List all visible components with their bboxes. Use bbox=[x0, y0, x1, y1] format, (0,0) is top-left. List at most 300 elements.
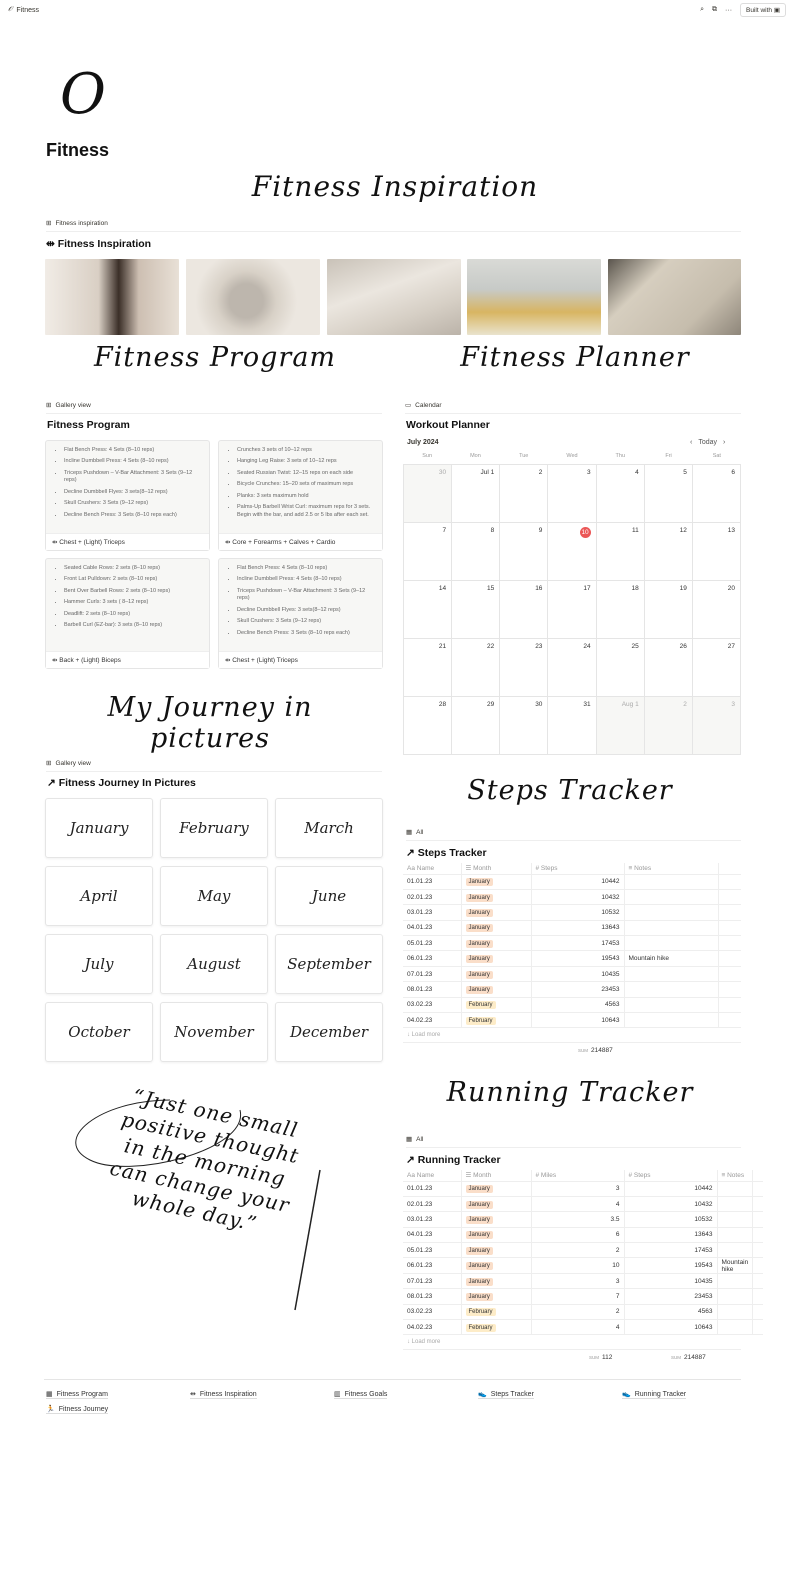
exercise-list bbox=[46, 441, 209, 533]
exercise-item: • Flat Bench Press: 4 Sets (8–10 reps) bbox=[237, 565, 374, 572]
cell-month[interactable] bbox=[461, 1273, 531, 1288]
calendar-day[interactable]: 11 bbox=[597, 523, 645, 581]
cell-steps[interactable]: 10532 bbox=[624, 1212, 717, 1227]
cell-miles[interactable]: 3 bbox=[531, 1273, 624, 1288]
inspiration-image-sneakers[interactable] bbox=[327, 259, 461, 335]
cell-steps[interactable]: 19543 bbox=[624, 1258, 717, 1273]
running-view-tab[interactable] bbox=[406, 1135, 741, 1148]
calendar-day[interactable]: 30 bbox=[404, 465, 452, 523]
calendar-day[interactable]: 21 bbox=[404, 639, 452, 697]
load-more-button[interactable]: ↓ Load more bbox=[403, 1028, 741, 1043]
month-card[interactable]: December bbox=[275, 1002, 383, 1062]
cell-name[interactable]: 03.02.23 bbox=[403, 1304, 461, 1319]
calendar-day[interactable]: 25 bbox=[597, 639, 645, 697]
calendar-day[interactable]: 15 bbox=[452, 581, 500, 639]
month-tag: January bbox=[466, 1278, 493, 1286]
card-title bbox=[219, 651, 382, 668]
cell-month[interactable] bbox=[461, 1289, 531, 1304]
exercise-list bbox=[219, 441, 382, 533]
view-label: Gallery view bbox=[55, 759, 91, 767]
table-row[interactable] bbox=[403, 1273, 763, 1288]
cell-month[interactable] bbox=[461, 1258, 531, 1273]
footer-link[interactable] bbox=[46, 1405, 108, 1414]
cell-miles[interactable]: 2 bbox=[531, 1243, 624, 1258]
cell-month[interactable] bbox=[461, 997, 531, 1012]
cell-notes[interactable] bbox=[717, 1227, 753, 1242]
column-header[interactable]: ≡ Notes bbox=[624, 863, 718, 874]
dumbbell-icon: ⇹ bbox=[225, 657, 233, 664]
cell-miles[interactable]: 2 bbox=[531, 1304, 624, 1319]
extra-cell bbox=[753, 1320, 763, 1335]
calendar-day[interactable]: 13 bbox=[693, 523, 741, 581]
calendar-day[interactable]: 26 bbox=[645, 639, 693, 697]
cell-month[interactable] bbox=[461, 1243, 531, 1258]
calendar-day[interactable]: 3 bbox=[693, 697, 741, 755]
table-row[interactable] bbox=[403, 966, 741, 981]
card-title-text: Back + (Light) Biceps bbox=[59, 657, 121, 664]
weekday-label: Tue bbox=[519, 453, 529, 459]
program-card[interactable] bbox=[45, 558, 210, 669]
cell-month[interactable] bbox=[461, 1181, 531, 1196]
month-tag: January bbox=[466, 1231, 493, 1239]
footer-link[interactable] bbox=[334, 1390, 387, 1399]
calendar-day[interactable]: 20 bbox=[693, 581, 741, 639]
arrow-icon: ↗ bbox=[47, 777, 59, 789]
cell-name[interactable]: 02.01.23 bbox=[403, 889, 461, 904]
exercise-item: • Triceps Pushdown – V-Bar Attachment: 3 Sets (9–12 reps) bbox=[237, 588, 374, 603]
table-icon: ▦ bbox=[406, 829, 413, 836]
cell-month[interactable] bbox=[461, 936, 531, 951]
column-header[interactable]: ☰ Month bbox=[461, 863, 531, 874]
calendar-month: July 2024 bbox=[407, 439, 439, 446]
dumbbell-icon: ⇹ bbox=[46, 238, 58, 250]
calendar-day[interactable]: 28 bbox=[404, 697, 452, 755]
cell-month[interactable] bbox=[461, 1320, 531, 1335]
inspiration-title bbox=[46, 238, 151, 250]
cell-name[interactable]: 04.02.23 bbox=[403, 1320, 461, 1335]
inspiration-image-sweatpants[interactable] bbox=[608, 259, 741, 335]
month-tag: February bbox=[466, 1001, 496, 1009]
inspiration-image-mat[interactable] bbox=[186, 259, 320, 335]
cell-steps[interactable]: 10432 bbox=[531, 889, 624, 904]
view-label: Gallery view bbox=[55, 401, 91, 409]
heading-journey: My Journey in pictures bbox=[107, 692, 313, 754]
cell-steps[interactable]: 13643 bbox=[624, 1227, 717, 1242]
cell-steps[interactable]: 23453 bbox=[624, 1289, 717, 1304]
calendar-day[interactable]: 29 bbox=[452, 697, 500, 755]
calendar-icon: ▭ bbox=[405, 402, 412, 409]
title-text: Fitness Journey In Pictures bbox=[58, 777, 196, 789]
sum-label: SUM bbox=[578, 1048, 588, 1054]
cell-notes[interactable] bbox=[717, 1196, 753, 1211]
table-row[interactable] bbox=[403, 1320, 763, 1335]
heading-running-tracker: Running Tracker bbox=[446, 1077, 694, 1108]
month-tag: February bbox=[466, 1324, 496, 1332]
month-tag: January bbox=[466, 1185, 493, 1193]
cell-month[interactable] bbox=[461, 920, 531, 935]
gallery-icon: ⊞ bbox=[46, 402, 52, 409]
cell-steps[interactable]: 10435 bbox=[531, 966, 624, 981]
calendar-day[interactable]: 27 bbox=[693, 639, 741, 697]
month-tag: January bbox=[466, 909, 493, 917]
more-icon[interactable]: ··· bbox=[725, 6, 733, 14]
month-tag: January bbox=[466, 878, 493, 886]
cell-month[interactable] bbox=[461, 966, 531, 981]
month-card[interactable]: November bbox=[160, 1002, 268, 1062]
heading-fitness-planner: Fitness Planner bbox=[460, 342, 690, 373]
cell-notes[interactable] bbox=[624, 966, 718, 981]
month-card[interactable]: April bbox=[45, 866, 153, 926]
calendar-day[interactable] bbox=[548, 523, 596, 581]
exercise-item: • Bicycle Crunches: 15–20 sets of maximum reps bbox=[237, 481, 374, 488]
program-card[interactable] bbox=[218, 440, 383, 551]
sum-label: SUM bbox=[671, 1355, 681, 1361]
cell-notes[interactable] bbox=[717, 1289, 753, 1304]
exercise-item: • Hanging Leg Raise: 3 sets of 10–12 reps bbox=[237, 458, 374, 465]
link-icon: ▦ bbox=[46, 1391, 53, 1398]
column-header[interactable]: Aa Name bbox=[403, 863, 461, 874]
table-row[interactable] bbox=[403, 1304, 763, 1319]
sum-value bbox=[589, 1354, 612, 1361]
month-tag: January bbox=[466, 1216, 493, 1224]
title-text: Running Tracker bbox=[417, 1154, 501, 1166]
cell-name[interactable]: 05.01.23 bbox=[403, 936, 461, 951]
extra-cell bbox=[718, 966, 741, 981]
program-card[interactable] bbox=[45, 440, 210, 551]
cell-month[interactable] bbox=[461, 1212, 531, 1227]
link-icon: ⇹ bbox=[190, 1391, 196, 1398]
month-card[interactable]: October bbox=[45, 1002, 153, 1062]
month-tag: February bbox=[466, 1308, 496, 1316]
month-card[interactable]: May bbox=[160, 866, 268, 926]
view-label: Fitness inspiration bbox=[55, 219, 108, 227]
exercise-item: • Incline Dumbbell Press: 4 Sets (8–10 reps) bbox=[237, 576, 374, 583]
cell-month[interactable] bbox=[461, 1227, 531, 1242]
cell-notes[interactable]: Mountain hike bbox=[624, 951, 718, 966]
cell-month[interactable] bbox=[461, 1304, 531, 1319]
footer-link[interactable] bbox=[190, 1390, 257, 1399]
extra-cell bbox=[753, 1181, 763, 1196]
cell-steps[interactable]: 10643 bbox=[624, 1320, 717, 1335]
table-row[interactable] bbox=[403, 936, 741, 951]
cell-steps[interactable]: 10432 bbox=[624, 1196, 717, 1211]
table-row[interactable] bbox=[403, 1212, 763, 1227]
table-row[interactable] bbox=[403, 874, 741, 889]
month-card[interactable]: July bbox=[45, 934, 153, 994]
calendar-day[interactable]: 2 bbox=[645, 697, 693, 755]
data-table bbox=[403, 1170, 763, 1335]
calendar-day[interactable]: 9 bbox=[500, 523, 548, 581]
month-tag: January bbox=[466, 986, 493, 994]
cell-notes[interactable] bbox=[624, 874, 718, 889]
cell-name[interactable]: 02.01.23 bbox=[403, 1196, 461, 1211]
month-card[interactable]: September bbox=[275, 934, 383, 994]
cell-name[interactable]: 03.01.23 bbox=[403, 1212, 461, 1227]
cell-miles[interactable]: 4 bbox=[531, 1320, 624, 1335]
month-card[interactable]: August bbox=[160, 934, 268, 994]
cell-name[interactable]: 08.01.23 bbox=[403, 1289, 461, 1304]
cell-steps[interactable]: 4563 bbox=[531, 997, 624, 1012]
table-row[interactable] bbox=[403, 905, 741, 920]
calendar-day[interactable]: 22 bbox=[452, 639, 500, 697]
table-row[interactable] bbox=[403, 997, 741, 1012]
table-row[interactable] bbox=[403, 1013, 741, 1028]
steps-view-tab[interactable] bbox=[406, 828, 741, 841]
cell-steps[interactable]: 10435 bbox=[624, 1273, 717, 1288]
footer-link[interactable] bbox=[478, 1390, 534, 1399]
table-row[interactable] bbox=[403, 1227, 763, 1242]
exercise-list bbox=[219, 559, 382, 651]
extra-cell bbox=[753, 1304, 763, 1319]
cell-steps[interactable]: 19543 bbox=[531, 951, 624, 966]
top-bar bbox=[0, 0, 794, 20]
cell-miles[interactable]: 4 bbox=[531, 1196, 624, 1211]
cell-name[interactable]: 07.01.23 bbox=[403, 1273, 461, 1288]
footer-link[interactable] bbox=[46, 1390, 108, 1399]
month-tag: January bbox=[466, 971, 493, 979]
weekday-label: Wed bbox=[566, 453, 578, 459]
month-card[interactable]: March bbox=[275, 798, 383, 858]
cell-miles[interactable]: 3 bbox=[531, 1181, 624, 1196]
card-title bbox=[219, 533, 382, 550]
sum-row bbox=[403, 1043, 741, 1057]
breadcrumb-title[interactable]: Fitness bbox=[16, 6, 39, 14]
cell-miles[interactable]: 6 bbox=[531, 1227, 624, 1242]
duplicate-icon[interactable]: ⧉ bbox=[712, 6, 718, 13]
link-label: Fitness Goals bbox=[344, 1390, 388, 1398]
card-title-text: Chest + (Light) Triceps bbox=[232, 657, 298, 664]
cell-steps[interactable]: 10442 bbox=[624, 1181, 717, 1196]
link-label: Fitness Inspiration bbox=[199, 1390, 257, 1398]
steps-title bbox=[406, 847, 487, 859]
column-header[interactable]: Aa Name bbox=[403, 1170, 461, 1181]
calendar-day[interactable]: 14 bbox=[404, 581, 452, 639]
month-tag: February bbox=[466, 1017, 496, 1025]
exercise-list bbox=[46, 559, 209, 651]
month-tag: January bbox=[466, 894, 493, 902]
month-tag: January bbox=[466, 1262, 493, 1270]
table-row[interactable] bbox=[403, 1289, 763, 1304]
cell-notes[interactable] bbox=[624, 920, 718, 935]
cell-name[interactable]: 04.01.23 bbox=[403, 920, 461, 935]
column-header[interactable]: # Miles bbox=[531, 1170, 624, 1181]
exercise-item: • Seated Cable Rows: 2 sets (8–10 reps) bbox=[64, 565, 201, 572]
column-header[interactable]: ☰ Month bbox=[461, 1170, 531, 1181]
cell-steps[interactable]: 10643 bbox=[531, 1013, 624, 1028]
inspiration-image-glass[interactable] bbox=[467, 259, 601, 335]
cell-month[interactable] bbox=[461, 1013, 531, 1028]
calendar-day[interactable]: 19 bbox=[645, 581, 693, 639]
cell-notes[interactable] bbox=[717, 1181, 753, 1196]
extra-cell bbox=[718, 905, 741, 920]
cell-steps[interactable]: 10442 bbox=[531, 874, 624, 889]
cell-steps[interactable]: 13643 bbox=[531, 920, 624, 935]
cell-month[interactable] bbox=[461, 905, 531, 920]
journey-view-tab[interactable] bbox=[46, 759, 382, 772]
calendar-day[interactable]: 24 bbox=[548, 639, 596, 697]
calendar-day[interactable]: Jul 1 bbox=[452, 465, 500, 523]
exercise-item: • Palms-Up Barbell Wrist Curl: maximum reps for 3 sets. Begin with the bar, and add 2.5 or 5 lbs after each set. bbox=[237, 504, 374, 519]
arrow-icon: ↗ bbox=[406, 1154, 418, 1166]
built-with-button[interactable]: Built with ▣ bbox=[740, 3, 786, 17]
exercise-item: • Planks: 3 sets maximum hold bbox=[237, 493, 374, 500]
exercise-item: • Crunches 3 sets of 10–12 reps bbox=[237, 447, 374, 454]
extra-cell bbox=[718, 936, 741, 951]
next-month-button[interactable]: › bbox=[723, 439, 726, 446]
cell-notes[interactable] bbox=[717, 1243, 753, 1258]
inspiration-view-tab[interactable] bbox=[46, 219, 741, 232]
heading-steps-tracker: Steps Tracker bbox=[467, 775, 673, 806]
heading-fitness-program: Fitness Program bbox=[93, 342, 337, 373]
today-button[interactable]: Today bbox=[698, 439, 718, 446]
extra-cell bbox=[753, 1196, 763, 1211]
extra-cell bbox=[718, 982, 741, 997]
month-card[interactable]: January bbox=[45, 798, 153, 858]
table-row[interactable] bbox=[403, 1181, 763, 1196]
cell-miles[interactable]: 10 bbox=[531, 1258, 624, 1273]
page-icon: 𝒪 bbox=[8, 6, 13, 13]
column-header[interactable]: # Steps bbox=[624, 1170, 717, 1181]
quote-text: “Just one small positive thought in the morning can change your whole day.” bbox=[107, 1083, 302, 1236]
dumbbell-icon: ⇹ bbox=[225, 539, 233, 546]
prev-month-button[interactable]: ‹ bbox=[690, 439, 693, 446]
link-label: Fitness Journey bbox=[58, 1405, 109, 1413]
table-row[interactable] bbox=[403, 1258, 763, 1273]
cell-notes[interactable] bbox=[717, 1212, 753, 1227]
cell-notes[interactable] bbox=[717, 1320, 753, 1335]
cell-name[interactable]: 05.01.23 bbox=[403, 1243, 461, 1258]
calendar-day[interactable]: 4 bbox=[597, 465, 645, 523]
card-title-text: Core + Forearms + Calves + Cardio bbox=[232, 539, 336, 546]
calendar-day[interactable]: 23 bbox=[500, 639, 548, 697]
sum-row bbox=[403, 1350, 741, 1364]
cell-notes[interactable] bbox=[624, 982, 718, 997]
load-more-button[interactable]: ↓ Load more bbox=[403, 1335, 741, 1350]
cell-name[interactable]: 06.01.23 bbox=[403, 951, 461, 966]
search-icon[interactable]: ⌕ bbox=[700, 6, 705, 13]
calendar-day[interactable]: 5 bbox=[645, 465, 693, 523]
cell-month[interactable] bbox=[461, 1196, 531, 1211]
cell-miles[interactable]: 3.5 bbox=[531, 1212, 624, 1227]
extra-column bbox=[753, 1170, 763, 1181]
arrow-icon: ↗ bbox=[406, 847, 418, 859]
table-row[interactable] bbox=[403, 889, 741, 904]
footer-link[interactable] bbox=[622, 1390, 686, 1399]
cell-name[interactable]: 08.01.23 bbox=[403, 982, 461, 997]
cell-month[interactable] bbox=[461, 889, 531, 904]
calendar-view-tab[interactable] bbox=[405, 401, 741, 414]
cell-name[interactable]: 01.01.23 bbox=[403, 1181, 461, 1196]
month-card[interactable]: February bbox=[160, 798, 268, 858]
cell-name[interactable]: 06.01.23 bbox=[403, 1258, 461, 1273]
cell-notes[interactable] bbox=[624, 936, 718, 951]
table-row[interactable] bbox=[403, 982, 741, 997]
calendar-day[interactable]: 30 bbox=[500, 697, 548, 755]
program-card[interactable] bbox=[218, 558, 383, 669]
title-text: Steps Tracker bbox=[417, 847, 487, 859]
link-label: Steps Tracker bbox=[490, 1390, 534, 1398]
link-icon: 👟 bbox=[622, 1391, 631, 1398]
calendar-day[interactable]: 7 bbox=[404, 523, 452, 581]
month-tag: January bbox=[466, 1201, 493, 1209]
cell-notes[interactable] bbox=[717, 1304, 753, 1319]
calendar-day[interactable]: 12 bbox=[645, 523, 693, 581]
weekday-label: Sat bbox=[712, 453, 721, 459]
data-table bbox=[403, 863, 741, 1028]
exercise-item: • Skull Crushers: 3 Sets (9–12 reps) bbox=[237, 618, 374, 625]
cell-steps[interactable]: 23453 bbox=[531, 982, 624, 997]
calendar-day[interactable]: 8 bbox=[452, 523, 500, 581]
cell-notes[interactable] bbox=[717, 1273, 753, 1288]
cell-name[interactable]: 04.02.23 bbox=[403, 1013, 461, 1028]
exercise-item: • Deadlift: 2 sets (8–10 reps) bbox=[64, 611, 201, 618]
cell-name[interactable]: 04.01.23 bbox=[403, 1227, 461, 1242]
cell-month[interactable] bbox=[461, 982, 531, 997]
planner-title: Workout Planner bbox=[406, 419, 490, 431]
calendar-day[interactable]: 2 bbox=[500, 465, 548, 523]
calendar-day[interactable]: 16 bbox=[500, 581, 548, 639]
sum-number: 214887 bbox=[591, 1047, 613, 1055]
exercise-item: • Barbell Curl (EZ-bar): 3 sets (8–10 reps) bbox=[64, 622, 201, 629]
calendar-day[interactable]: 6 bbox=[693, 465, 741, 523]
calendar-day[interactable]: 17 bbox=[548, 581, 596, 639]
calendar-day[interactable]: 31 bbox=[548, 697, 596, 755]
link-label: Running Tracker bbox=[634, 1390, 687, 1398]
exercise-item: • Decline Bench Press: 3 Sets (8–10 reps each) bbox=[64, 512, 201, 519]
calendar-day[interactable]: Aug 1 bbox=[597, 697, 645, 755]
cell-name[interactable]: 03.01.23 bbox=[403, 905, 461, 920]
exercise-item: • Decline Dumbbell Flyes: 3 sets(8–12 reps) bbox=[64, 489, 201, 496]
cell-notes[interactable] bbox=[624, 1013, 718, 1028]
cell-name[interactable]: 01.01.23 bbox=[403, 874, 461, 889]
extra-cell bbox=[753, 1243, 763, 1258]
table-icon: ▦ bbox=[406, 1136, 413, 1143]
cell-notes[interactable] bbox=[624, 997, 718, 1012]
table-row[interactable] bbox=[403, 951, 741, 966]
cell-notes[interactable] bbox=[624, 889, 718, 904]
cell-steps[interactable]: 17453 bbox=[624, 1243, 717, 1258]
column-header[interactable]: # Steps bbox=[531, 863, 624, 874]
inspiration-image-woman[interactable] bbox=[45, 259, 179, 335]
weekday-label: Thu bbox=[615, 453, 626, 459]
cell-notes[interactable]: Mountain hike bbox=[717, 1258, 753, 1273]
cell-steps[interactable]: 4563 bbox=[624, 1304, 717, 1319]
extra-cell bbox=[753, 1212, 763, 1227]
month-tag: January bbox=[466, 1293, 493, 1301]
cell-miles[interactable]: 7 bbox=[531, 1289, 624, 1304]
month-card[interactable]: June bbox=[275, 866, 383, 926]
exercise-item: • Triceps Pushdown – V-Bar Attachment: 3 Sets (9–12 reps) bbox=[64, 470, 201, 485]
table-row[interactable] bbox=[403, 1243, 763, 1258]
table-row[interactable] bbox=[403, 1196, 763, 1211]
cell-notes[interactable] bbox=[624, 905, 718, 920]
cell-name[interactable]: 03.02.23 bbox=[403, 997, 461, 1012]
calendar-day[interactable]: 3 bbox=[548, 465, 596, 523]
cell-month[interactable] bbox=[461, 951, 531, 966]
cell-month[interactable] bbox=[461, 874, 531, 889]
link-icon: ▥ bbox=[334, 1391, 341, 1398]
link-icon: 🏃 bbox=[46, 1406, 55, 1413]
month-tag: January bbox=[466, 955, 493, 963]
cell-name[interactable]: 07.01.23 bbox=[403, 966, 461, 981]
column-header[interactable]: ≡ Notes bbox=[717, 1170, 753, 1181]
program-view-tab[interactable] bbox=[46, 401, 382, 414]
table-row[interactable] bbox=[403, 920, 741, 935]
extra-column bbox=[718, 863, 741, 874]
cell-steps[interactable]: 10532 bbox=[531, 905, 624, 920]
cell-steps[interactable]: 17453 bbox=[531, 936, 624, 951]
calendar-day[interactable]: 18 bbox=[597, 581, 645, 639]
